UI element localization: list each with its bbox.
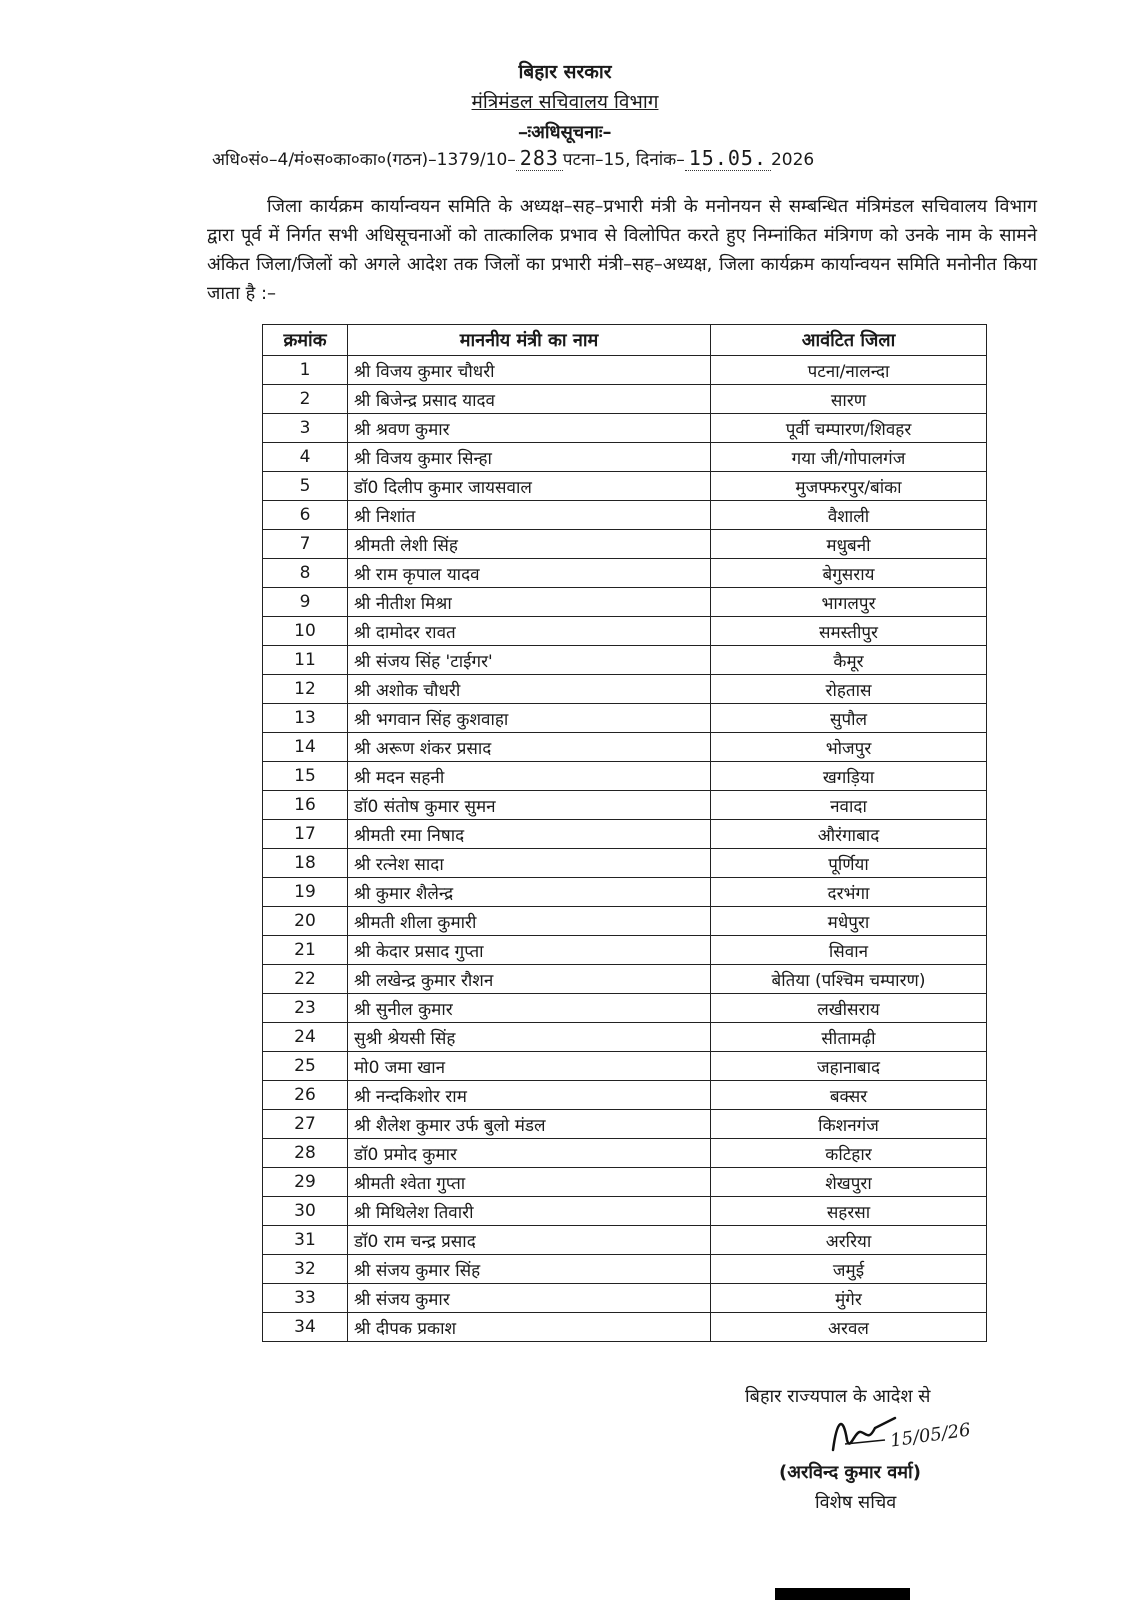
row-serial: 3 xyxy=(263,414,348,443)
table-row xyxy=(263,588,987,617)
row-serial: 12 xyxy=(263,675,348,704)
table-row xyxy=(263,791,987,820)
row-serial: 31 xyxy=(263,1226,348,1255)
row-serial: 22 xyxy=(263,965,348,994)
row-minister-name: श्री दीपक प्रकाश xyxy=(348,1313,711,1342)
table-row xyxy=(263,1168,987,1197)
table-row xyxy=(263,1110,987,1139)
row-serial: 6 xyxy=(263,501,348,530)
row-minister-name: श्रीमती श्वेता गुप्ता xyxy=(348,1168,711,1197)
table-row xyxy=(263,878,987,907)
table-row xyxy=(263,356,987,385)
government-title: बिहार सरकार xyxy=(518,61,612,83)
row-district: पूर्णिया xyxy=(711,849,987,878)
row-minister-name: श्री सुनील कुमार xyxy=(348,994,711,1023)
row-serial: 17 xyxy=(263,820,348,849)
row-minister-name: श्री राम कृपाल यादव xyxy=(348,559,711,588)
table-row xyxy=(263,1139,987,1168)
redaction-bar xyxy=(775,1588,910,1600)
row-district: जमुई xyxy=(711,1255,987,1284)
row-minister-name: श्री लखेन्द्र कुमार रौशन xyxy=(348,965,711,994)
row-district: नवादा xyxy=(711,791,987,820)
row-minister-name: श्री अशोक चौधरी xyxy=(348,675,711,704)
row-serial: 23 xyxy=(263,994,348,1023)
order-line: बिहार राज्यपाल के आदेश से xyxy=(745,1386,931,1407)
reference-year: 2026 xyxy=(770,150,815,170)
row-serial: 33 xyxy=(263,1284,348,1313)
table-row xyxy=(263,646,987,675)
row-district: सीतामढ़ी xyxy=(711,1023,987,1052)
department-name: मंत्रिमंडल सचिवालय विभाग xyxy=(471,91,659,113)
table-row xyxy=(263,1081,987,1110)
row-district: अरवल xyxy=(711,1313,987,1342)
row-district: लखीसराय xyxy=(711,994,987,1023)
table-row xyxy=(263,472,987,501)
row-serial: 5 xyxy=(263,472,348,501)
row-district: अररिया xyxy=(711,1226,987,1255)
row-minister-name: श्री निशांत xyxy=(348,501,711,530)
row-minister-name: श्री नन्दकिशोर राम xyxy=(348,1081,711,1110)
row-district: औरंगाबाद xyxy=(711,820,987,849)
row-district: भोजपुर xyxy=(711,733,987,762)
row-minister-name: श्री नीतीश मिश्रा xyxy=(348,588,711,617)
row-serial: 29 xyxy=(263,1168,348,1197)
row-minister-name: मो0 जमा खान xyxy=(348,1052,711,1081)
table-row xyxy=(263,704,987,733)
header-serial: क्रमांक xyxy=(263,325,348,356)
row-district: बक्सर xyxy=(711,1081,987,1110)
row-minister-name: डॉ0 राम चन्द्र प्रसाद xyxy=(348,1226,711,1255)
table-row xyxy=(263,762,987,791)
notification-body xyxy=(207,192,1037,308)
row-minister-name: श्री रत्नेश सादा xyxy=(348,849,711,878)
row-minister-name: श्रीमती शीला कुमारी xyxy=(348,907,711,936)
row-minister-name: श्री श्रवण कुमार xyxy=(348,414,711,443)
table-row xyxy=(263,501,987,530)
row-district: जहानाबाद xyxy=(711,1052,987,1081)
table-row xyxy=(263,530,987,559)
row-district: गया जी/गोपालगंज xyxy=(711,443,987,472)
row-district: भागलपुर xyxy=(711,588,987,617)
row-minister-name: श्री विजय कुमार सिन्हा xyxy=(348,443,711,472)
row-serial: 25 xyxy=(263,1052,348,1081)
row-minister-name: श्री अरूण शंकर प्रसाद xyxy=(348,733,711,762)
table-row xyxy=(263,1197,987,1226)
row-serial: 10 xyxy=(263,617,348,646)
row-minister-name: श्री संजय सिंह 'टाईगर' xyxy=(348,646,711,675)
row-minister-name: श्री संजय कुमार xyxy=(348,1284,711,1313)
row-minister-name: डॉ0 दिलीप कुमार जायसवाल xyxy=(348,472,711,501)
row-minister-name: श्री मिथिलेश तिवारी xyxy=(348,1197,711,1226)
notification-heading: –ःअधिसूचनाः– xyxy=(518,122,612,143)
row-serial: 14 xyxy=(263,733,348,762)
table-row xyxy=(263,385,987,414)
table-row xyxy=(263,907,987,936)
row-serial: 19 xyxy=(263,878,348,907)
row-district: मुजफ्फरपुर/बांका xyxy=(711,472,987,501)
row-district: शेखपुरा xyxy=(711,1168,987,1197)
row-minister-name: श्री संजय कुमार सिंह xyxy=(348,1255,711,1284)
row-serial: 13 xyxy=(263,704,348,733)
minister-district-table xyxy=(262,324,987,1342)
row-minister-name: डॉ0 प्रमोद कुमार xyxy=(348,1139,711,1168)
table-row xyxy=(263,559,987,588)
row-district: मुंगेर xyxy=(711,1284,987,1313)
row-minister-name: श्री केदार प्रसाद गुप्ता xyxy=(348,936,711,965)
signatory-title: विशेष सचिव xyxy=(815,1492,897,1513)
table-row xyxy=(263,1052,987,1081)
row-district: सिवान xyxy=(711,936,987,965)
row-serial: 27 xyxy=(263,1110,348,1139)
table-row xyxy=(263,994,987,1023)
row-serial: 24 xyxy=(263,1023,348,1052)
row-district: बेतिया (पश्चिम चम्पारण) xyxy=(711,965,987,994)
table-row xyxy=(263,849,987,878)
row-serial: 30 xyxy=(263,1197,348,1226)
table-row xyxy=(263,1226,987,1255)
table-row xyxy=(263,1023,987,1052)
department-title xyxy=(0,88,1130,114)
signatory-name: (अरविन्द कुमार वर्मा) xyxy=(779,1462,921,1483)
table-row xyxy=(263,733,987,762)
row-serial: 2 xyxy=(263,385,348,414)
row-minister-name: श्री विजय कुमार चौधरी xyxy=(348,356,711,385)
row-district: सहरसा xyxy=(711,1197,987,1226)
row-minister-name: डॉ0 संतोष कुमार सुमन xyxy=(348,791,711,820)
row-district: समस्तीपुर xyxy=(711,617,987,646)
row-serial: 9 xyxy=(263,588,348,617)
table-row xyxy=(263,1255,987,1284)
reference-number: 283 xyxy=(516,146,563,171)
table-row xyxy=(263,443,987,472)
row-serial: 18 xyxy=(263,849,348,878)
row-district: सारण xyxy=(711,385,987,414)
reference-line xyxy=(212,146,1042,170)
row-serial: 16 xyxy=(263,791,348,820)
row-district: वैशाली xyxy=(711,501,987,530)
row-serial: 11 xyxy=(263,646,348,675)
row-district: बेगुसराय xyxy=(711,559,987,588)
row-district: सुपौल xyxy=(711,704,987,733)
row-district: दरभंगा xyxy=(711,878,987,907)
row-serial: 15 xyxy=(263,762,348,791)
row-minister-name: श्री बिजेन्द्र प्रसाद यादव xyxy=(348,385,711,414)
header-minister-name: माननीय मंत्री का नाम xyxy=(348,325,711,356)
row-minister-name: श्री मदन सहनी xyxy=(348,762,711,791)
row-minister-name: श्रीमती रमा निषाद xyxy=(348,820,711,849)
table-row xyxy=(263,1284,987,1313)
body-paragraph: जिला कार्यक्रम कार्यान्वयन समिति के अध्यक्ष–सह–प्रभारी मंत्री के मनोनयन से सम्बन्धित मंत्रिमंडल सचिवालय विभाग द्वारा पूर्व में निर्गत सभी अधिसूचनाओं को तात्कालिक प्रभाव से विलोपित करते हुए निम्नांकित मंत्रिगण को उनके नाम के सामने अंकित जिला/जिलों को अगले आदेश तक जिलों का प्रभारी मंत्री–सह–अध्यक्ष, जिला कार्यक्रम कार्यान्वयन समिति मनोनीत किया जाता है :– xyxy=(207,196,1037,304)
row-serial: 28 xyxy=(263,1139,348,1168)
row-minister-name: श्री कुमार शैलेन्द्र xyxy=(348,878,711,907)
table-row xyxy=(263,936,987,965)
row-serial: 8 xyxy=(263,559,348,588)
signature-date: 15/05/26 xyxy=(888,1419,972,1452)
row-district: मधेपुरा xyxy=(711,907,987,936)
row-serial: 26 xyxy=(263,1081,348,1110)
table-row xyxy=(263,617,987,646)
row-minister-name: सुश्री श्रेयसी सिंह xyxy=(348,1023,711,1052)
row-district: पूर्वी चम्पारण/शिवहर xyxy=(711,414,987,443)
row-district: कैमूर xyxy=(711,646,987,675)
row-district: पटना/नालन्दा xyxy=(711,356,987,385)
reference-date: 15.05. xyxy=(685,146,771,171)
row-district: किशनगंज xyxy=(711,1110,987,1139)
row-serial: 21 xyxy=(263,936,348,965)
header-district: आवंटित जिला xyxy=(711,325,987,356)
row-serial: 1 xyxy=(263,356,348,385)
row-minister-name: श्रीमती लेशी सिंह xyxy=(348,530,711,559)
table-row xyxy=(263,675,987,704)
table-row xyxy=(263,965,987,994)
row-minister-name: श्री दामोदर रावत xyxy=(348,617,711,646)
reference-place: पटना–15, दिनांक– xyxy=(562,150,685,170)
table-row xyxy=(263,414,987,443)
row-minister-name: श्री भगवान सिंह कुशवाहा xyxy=(348,704,711,733)
row-serial: 20 xyxy=(263,907,348,936)
row-serial: 4 xyxy=(263,443,348,472)
row-minister-name: श्री शैलेश कुमार उर्फ बुलो मंडल xyxy=(348,1110,711,1139)
row-district: रोहतास xyxy=(711,675,987,704)
reference-prefix: अधि०सं०–4/मं०स०का०का०(गठन)–1379/10– xyxy=(212,150,516,170)
table-row xyxy=(263,1313,987,1342)
row-district: मधुबनी xyxy=(711,530,987,559)
table-row xyxy=(263,820,987,849)
row-serial: 32 xyxy=(263,1255,348,1284)
row-serial: 7 xyxy=(263,530,348,559)
row-district: खगड़िया xyxy=(711,762,987,791)
row-district: कटिहार xyxy=(711,1139,987,1168)
table-header-row xyxy=(263,325,987,356)
row-serial: 34 xyxy=(263,1313,348,1342)
